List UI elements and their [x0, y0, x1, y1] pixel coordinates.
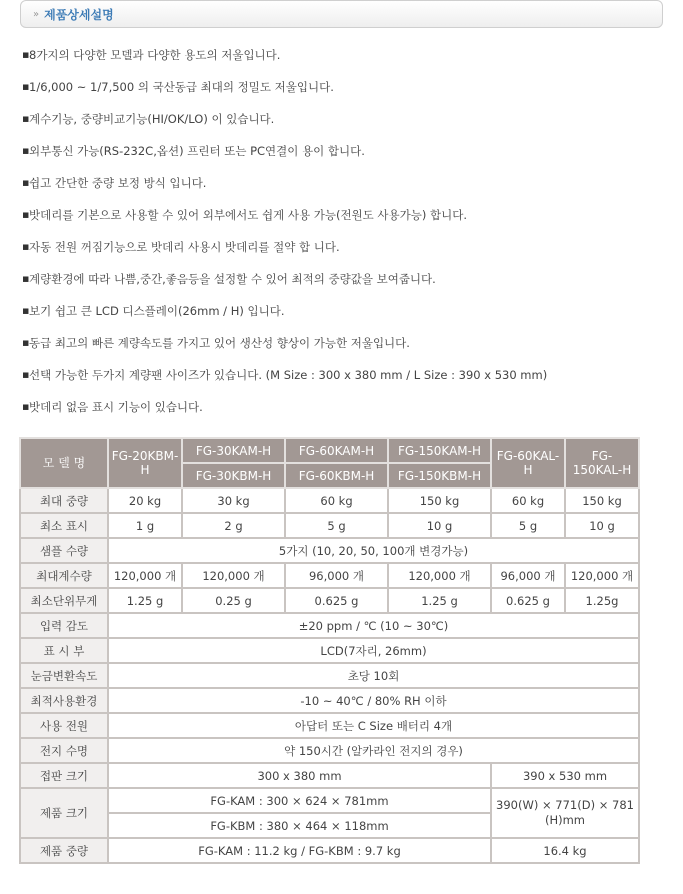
bullet-icon: ▪	[22, 176, 30, 189]
table-cell: 10 g	[565, 513, 639, 538]
bullet-icon: ▪	[22, 272, 30, 285]
feature-item	[22, 108, 662, 140]
table-cell: 60 kg	[285, 488, 388, 513]
table-cell: 120,000 개	[108, 563, 182, 588]
table-cell: 16.4 kg	[491, 838, 639, 863]
table-row	[20, 488, 639, 513]
table-row	[20, 563, 639, 588]
table-row	[20, 738, 639, 763]
feature-text: 보기 쉽고 큰 LCD 디스플레이(26mm / H) 입니다.	[29, 304, 285, 318]
table-cell: 150 kg	[388, 488, 491, 513]
feature-text: 밧데리 없음 표시 기능이 있습니다.	[29, 400, 203, 414]
feature-item	[22, 300, 662, 332]
table-cell: FG-KAM : 11.2 kg / FG-KBM : 9.7 kg	[108, 838, 491, 863]
table-cell: 390(W) × 771(D) × 781 (H)mm	[491, 788, 639, 838]
table-cell: 390 x 530 mm	[491, 763, 639, 788]
table-cell: FG-KAM : 300 × 624 × 781mm	[108, 788, 491, 813]
table-cell: 0.625 g	[491, 588, 565, 613]
table-cell: 0.625 g	[285, 588, 388, 613]
table-cell: 0.25 g	[182, 588, 285, 613]
bullet-icon: ▪	[22, 80, 30, 93]
row-label: 표 시 부	[20, 638, 108, 663]
table-row	[20, 763, 639, 788]
feature-item	[22, 268, 662, 300]
table-cell: 96,000 개	[285, 563, 388, 588]
feature-text: 1/6,000 ~ 1/7,500 의 국산동급 최대의 정밀도 저울입니다.	[29, 80, 334, 94]
table-cell: 5 g	[285, 513, 388, 538]
table-cell: 120,000 개	[388, 563, 491, 588]
feature-item	[22, 332, 662, 364]
table-row	[20, 588, 639, 613]
table-cell: LCD(7자리, 26mm)	[108, 638, 639, 663]
bullet-icon: ▪	[22, 336, 30, 349]
feature-text: 선택 가능한 두가지 계량팬 사이즈가 있습니다. (M Size : 300 x 380 mm / L Size : 390 x 530 mm)	[29, 368, 548, 382]
table-cell: 300 x 380 mm	[108, 763, 491, 788]
section-title: 제품상세설명	[44, 7, 114, 22]
feature-item	[22, 396, 662, 428]
bullet-icon: ▪	[22, 48, 30, 61]
table-row	[20, 538, 639, 563]
table-cell: 5 g	[491, 513, 565, 538]
feature-text: 쉽고 간단한 중량 보정 방식 입니다.	[29, 176, 207, 190]
row-label: 전지 수명	[20, 738, 108, 763]
bullet-icon: ▪	[22, 304, 30, 317]
model-name: FG-150KAM-H	[388, 438, 491, 463]
feature-item	[22, 44, 662, 76]
table-cell: 1.25g	[565, 588, 639, 613]
row-label: 사용 전원	[20, 713, 108, 738]
feature-text: 8가지의 다양한 모델과 다양한 용도의 저울입니다.	[29, 48, 281, 62]
row-label: 최소 표시	[20, 513, 108, 538]
chevron-right-icon: »	[33, 8, 40, 20]
table-cell: 초당 10회	[108, 663, 639, 688]
feature-item	[22, 140, 662, 172]
model-name: FG-30KBM-H	[182, 463, 285, 488]
table-row	[20, 838, 639, 863]
row-label: 제품 크기	[20, 788, 108, 838]
table-cell: FG-KBM : 380 × 464 × 118mm	[108, 813, 491, 838]
table-row	[20, 713, 639, 738]
table-cell: -10 ~ 40℃ / 80% RH 이하	[108, 688, 639, 713]
feature-item	[22, 172, 662, 204]
table-row	[20, 513, 639, 538]
feature-text: 동급 최고의 빠른 계량속도를 가지고 있어 생산성 향상이 가능한 저울입니다.	[29, 336, 410, 350]
feature-item	[22, 236, 662, 268]
row-label: 제품 중량	[20, 838, 108, 863]
row-label: 최대계수량	[20, 563, 108, 588]
bullet-icon: ▪	[22, 208, 30, 221]
row-label: 최소단위무게	[20, 588, 108, 613]
section-header	[20, 0, 663, 28]
table-row	[20, 788, 639, 813]
table-row	[20, 438, 639, 463]
model-name: FG-60KAL-H	[491, 438, 565, 488]
table-cell: 60 kg	[491, 488, 565, 513]
feature-text: 외부통신 가능(RS-232C,옵션) 프린터 또는 PC연결이 용이 합니다.	[29, 144, 365, 158]
table-cell: 5가지 (10, 20, 50, 100개 변경가능)	[108, 538, 639, 563]
feature-text: 계수기능, 중량비교기능(HI/OK/LO) 이 있습니다.	[29, 112, 275, 126]
model-name: FG-20KBM-H	[108, 438, 182, 488]
feature-item	[22, 76, 662, 108]
table-cell: 120,000 개	[565, 563, 639, 588]
table-cell: 1 g	[108, 513, 182, 538]
feature-text: 자동 전원 꺼짐기능으로 밧데리 사용시 밧데리를 절약 합 니다.	[29, 240, 340, 254]
feature-text: 계량환경에 따라 나쁨,중간,좋음등을 설정할 수 있어 최적의 중량값을 보여줍니다.	[29, 272, 436, 286]
feature-list	[22, 44, 662, 428]
table-cell: 아답터 또는 C Size 배터리 4개	[108, 713, 639, 738]
table-cell: 150 kg	[565, 488, 639, 513]
row-label: 최대 중량	[20, 488, 108, 513]
model-name: FG-30KAM-H	[182, 438, 285, 463]
table-row	[20, 663, 639, 688]
table-row	[20, 688, 639, 713]
table-cell: 약 150시간 (알카라인 전지의 경우)	[108, 738, 639, 763]
feature-text: 밧데리를 기본으로 사용할 수 있어 외부에서도 쉽게 사용 가능(전원도 사용가능) 합니다.	[29, 208, 467, 222]
bullet-icon: ▪	[22, 112, 30, 125]
row-label: 샘플 수량	[20, 538, 108, 563]
bullet-icon: ▪	[22, 144, 30, 157]
feature-item	[22, 204, 662, 236]
model-name: FG-60KBM-H	[285, 463, 388, 488]
bullet-icon: ▪	[22, 240, 30, 253]
table-cell: 120,000 개	[182, 563, 285, 588]
bullet-icon: ▪	[22, 368, 30, 381]
row-label: 접판 크기	[20, 763, 108, 788]
table-row	[20, 613, 639, 638]
spec-table	[19, 437, 640, 864]
model-name: FG-150KAL-H	[565, 438, 639, 488]
table-cell: 1.25 g	[388, 588, 491, 613]
row-label: 입력 감도	[20, 613, 108, 638]
table-cell: 2 g	[182, 513, 285, 538]
table-cell: 30 kg	[182, 488, 285, 513]
table-cell: ±20 ppm / ℃ (10 ~ 30℃)	[108, 613, 639, 638]
model-name: FG-150KBM-H	[388, 463, 491, 488]
table-cell: 20 kg	[108, 488, 182, 513]
table-cell: 1.25 g	[108, 588, 182, 613]
model-header: 모 델 명	[20, 438, 108, 488]
feature-item	[22, 364, 662, 396]
table-row	[20, 638, 639, 663]
table-cell: 10 g	[388, 513, 491, 538]
table-cell: 96,000 개	[491, 563, 565, 588]
bullet-icon: ▪	[22, 400, 30, 413]
model-name: FG-60KAM-H	[285, 438, 388, 463]
row-label: 최적사용환경	[20, 688, 108, 713]
row-label: 눈금변환속도	[20, 663, 108, 688]
